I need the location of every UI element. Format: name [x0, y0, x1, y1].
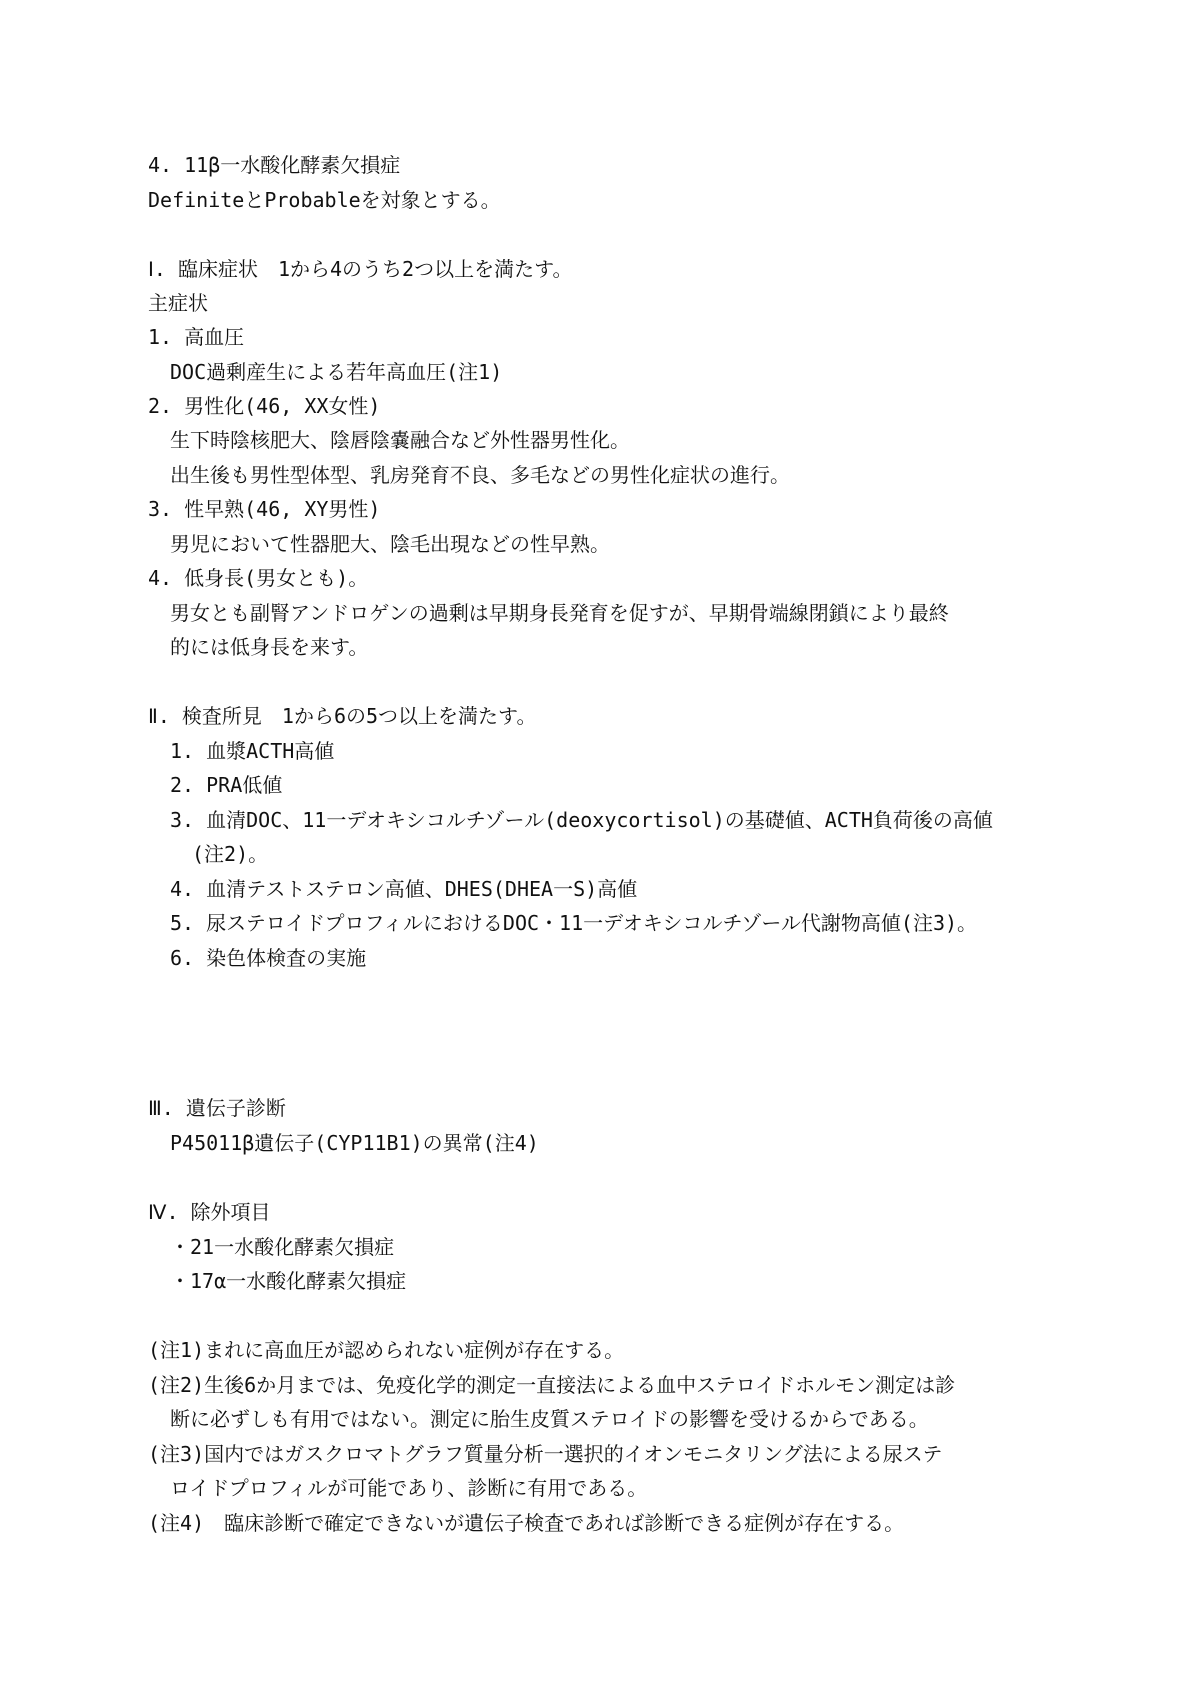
symptom-4-detail: 男女とも副腎アンドロゲンの過剰は早期身長発育を促すが、早期骨端線閉鎖により最終	[170, 601, 949, 625]
note-2: (注2)生後6か月までは、免疫化学的測定一直接法による血中ステロイドホルモン測定は診	[148, 1373, 956, 1397]
section-2-title: Ⅱ. 検査所見 1から6の5つ以上を満たす。	[148, 704, 537, 728]
note-1: (注1)まれに高血圧が認められない症例が存在する。	[148, 1338, 625, 1362]
symptom-2-label: 2. 男性化(46, XX女性)	[148, 394, 381, 418]
finding-item: 6. 染色体検査の実施	[170, 946, 367, 970]
finding-item: 3. 血清DOC、11一デオキシコルチゾール(deoxycortisol)の基礎値、ACTH負荷後の高値	[170, 808, 993, 832]
finding-item: 4. 血清テストステロン高値、DHES(DHEA一S)高値	[170, 877, 638, 901]
finding-item: 5. 尿ステロイドプロフィルにおけるDOC・11一デオキシコルチゾール代謝物高値(注3)。	[170, 911, 978, 935]
section-1-title: Ⅰ. 臨床症状 1から4のうち2つ以上を満たす。	[148, 257, 573, 281]
section-1-subtitle: 主症状	[148, 291, 208, 315]
note-2-continuation: 断に必ずしも有用ではない。測定に胎生皮質ステロイドの影響を受けるからである。	[170, 1407, 929, 1431]
symptom-4-detail: 的には低身長を来す。	[170, 635, 369, 659]
symptom-2-detail: 生下時陰核肥大、陰唇陰嚢融合など外性器男性化。	[170, 428, 630, 452]
section-3-title: Ⅲ. 遺伝子診断	[148, 1096, 286, 1120]
exclusion-item: ・17α一水酸化酵素欠損症	[170, 1269, 407, 1293]
page-heading: 4. 11β一水酸化酵素欠損症	[148, 153, 401, 177]
symptom-3-label: 3. 性早熟(46, XY男性)	[148, 497, 381, 521]
section-4-title: Ⅳ. 除外項目	[148, 1200, 271, 1224]
exclusion-item: ・21一水酸化酵素欠損症	[170, 1235, 395, 1259]
symptom-1-detail: DOC過剰産生による若年高血圧(注1)	[170, 360, 503, 384]
finding-item-continuation: (注2)。	[192, 842, 269, 866]
note-3-continuation: ロイドプロフィルが可能であり、診断に有用である。	[170, 1476, 648, 1500]
finding-item: 2. PRA低値	[170, 773, 283, 797]
symptom-4-label: 4. 低身長(男女とも)。	[148, 566, 369, 590]
symptom-1-label: 1. 高血圧	[148, 325, 245, 349]
finding-item: 1. 血漿ACTH高値	[170, 739, 335, 763]
scope-text: DefiniteとProbableを対象とする。	[148, 188, 501, 212]
note-3: (注3)国内ではガスクロマトグラフ質量分析一選択的イオンモニタリング法による尿ステ	[148, 1442, 943, 1466]
symptom-3-detail: 男児において性器肥大、陰毛出現などの性早熟。	[170, 532, 610, 556]
note-4: (注4) 臨床診断で確定できないが遺伝子検査であれば診断できる症例が存在する。	[148, 1511, 905, 1535]
symptom-2-detail: 出生後も男性型体型、乳房発育不良、多毛などの男性化症状の進行。	[170, 463, 790, 487]
genetic-diagnosis-text: P45011β遺伝子(CYP11B1)の異常(注4)	[170, 1131, 539, 1155]
